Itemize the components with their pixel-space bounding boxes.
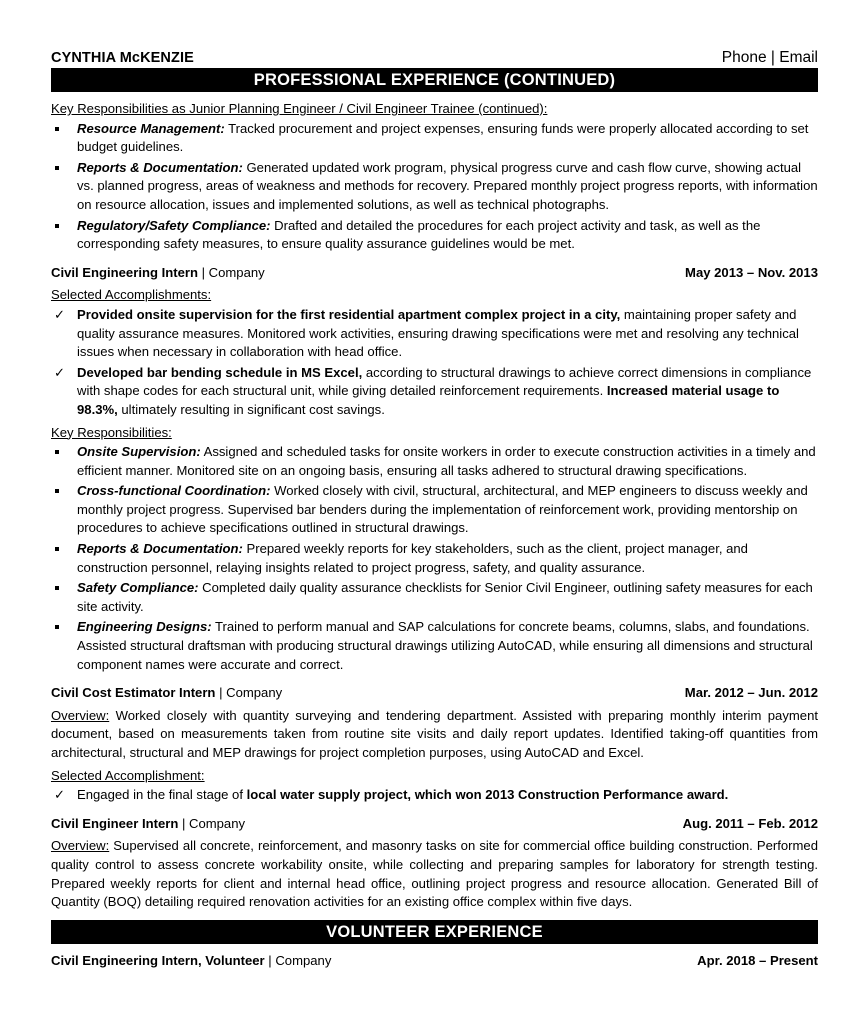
item-text: according to structural drawings to achieve correct dimensions in compliance with shape codes for each structural unit, while giving detailed reinforcement requirements. (77, 364, 812, 399)
job-title: Civil Engineer Intern (51, 815, 179, 831)
accomplishments-list (51, 306, 818, 420)
item-bold: Increased material usage to 98.3%, (77, 383, 780, 417)
bullet-square-icon (55, 127, 59, 131)
resume-header (51, 49, 818, 68)
junior-planning-list (51, 120, 818, 254)
company: | Company (264, 952, 332, 968)
item-text: Drafted and detailed the procedures for each project activity and task, as well as the corresponding safety measures, to ensure quality assurance guidelines would be met. (77, 217, 761, 252)
checkmark-icon: ✓ (54, 787, 65, 803)
item-text: ultimately resulting in significant cost savings. (117, 401, 385, 417)
company: | Company (178, 815, 246, 831)
list-item (51, 540, 818, 577)
item-label: Cross-functional Coordination: (77, 483, 271, 499)
job-title-line (51, 684, 282, 703)
overview-text: Supervised all concrete, reinforcement, and masonry tasks on site for commercial office building construction. Performed quality control to assess concrete workability onsite, while collecting and preparing samples for laboratory for strength testing. Prepared weekly reports for client and internal head office, outlining project progress and resource allocation. Generated Bill of Quantity (BOQ) detailing required renovation activities for an existing office complex within five days. (51, 838, 818, 910)
item-label: Onsite Supervision: (77, 444, 201, 460)
list-item (51, 306, 818, 362)
item-label: Resource Management: (77, 120, 225, 136)
item-text: Prepared weekly reports for key stakeholders, such as the client, project manager, and construction personnel, relaying insights related to project progress, safety, and quality assurance. (77, 541, 748, 575)
job-title-line (51, 952, 331, 971)
responsibilities-heading: Key Responsibilities: (51, 424, 172, 440)
job-header-volunteer (51, 952, 818, 971)
accomplishment-heading: Selected Accomplishment: (51, 767, 205, 783)
job-header-civil-intern (51, 264, 818, 283)
resume-content (51, 49, 818, 970)
bullet-square-icon (55, 489, 59, 493)
job-dates: Aug. 2011 – Feb. 2012 (682, 815, 818, 831)
list-item (51, 618, 818, 674)
accomplishment-list (51, 786, 818, 805)
company: | Company (197, 264, 265, 280)
item-bold: Developed bar bending schedule in MS Excel, (77, 364, 363, 380)
item-bold: Provided onsite supervision for the first residential apartment complex project in a city, (77, 306, 621, 322)
job-title: Civil Engineering Intern (51, 264, 198, 280)
job-dates: Mar. 2012 – Jun. 2012 (684, 685, 818, 701)
section-header-professional: PROFESSIONAL EXPERIENCE (CONTINUED) (51, 68, 818, 92)
job-title-line (51, 815, 245, 834)
item-text: Completed daily quality assurance checklists for Senior Civil Engineer, outlining safety measures for each site activity. (77, 580, 813, 614)
overview-label: Overview: (51, 707, 110, 723)
item-text: Tracked procurement and project expenses, ensuring funds were properly allocated according to set budget guidelines. (77, 120, 809, 155)
item-text: Engaged in the final stage of (77, 787, 247, 803)
responsibilities-list (51, 443, 818, 674)
list-item (51, 159, 818, 215)
item-text: Worked closely with civil, structural, architectural, and MEP engineers to discuss weekly and monthly project progress. Supervised bar benders during the implementation of reinforcement work, providing mentorship on procedures to achieve specifications outlined in structural drawings. (77, 483, 808, 536)
overview-paragraph (51, 837, 818, 911)
job-dates: Apr. 2018 – Present (697, 952, 818, 968)
job-title: Civil Cost Estimator Intern (51, 685, 216, 701)
job-dates: May 2013 – Nov. 2013 (685, 264, 818, 280)
overview-paragraph (51, 707, 818, 763)
accomplishments-heading: Selected Accomplishments: (51, 287, 212, 303)
checkmark-icon: ✓ (54, 364, 65, 380)
item-bold: local water supply project, which won 2013 Construction Performance award. (246, 787, 729, 803)
candidate-name: CYNTHIA McKENZIE (51, 50, 194, 67)
list-item (51, 364, 818, 420)
bullet-square-icon (55, 625, 59, 629)
item-label: Engineering Designs: (77, 619, 212, 635)
bullet-square-icon (55, 224, 59, 228)
list-item (51, 579, 818, 616)
item-label: Safety Compliance: (77, 580, 199, 596)
item-text: Generated updated work program, physical progress curve and cash flow curve, showing actual vs. planned progress, areas of weakness and methods for recovery. Prepared monthly project progress reports, with information on resource allocation, issues and implemented solutions, as well as technical photographs. (77, 159, 818, 212)
bullet-square-icon (55, 450, 59, 454)
contact-info: Phone | Email (721, 49, 818, 67)
job-header-engineer-intern (51, 815, 818, 834)
list-item (51, 120, 818, 157)
item-text: Assigned and scheduled tasks for onsite workers in order to execute construction activities in a timely and efficient manner. Monitored site on an ongoing basis, ensuring all tasks adhered to structural drawing specifications. (77, 444, 816, 478)
overview-text: Worked closely with quantity surveying and tendering department. Assisted with preparing monthly interim payment document, based on measurements taken from routine site visits and daily report updates. Identified taking-off quantities from architectural, structural and MEP drawings for project completion purposes, using AutoCAD and Excel. (51, 707, 818, 760)
item-label: Reports & Documentation: (77, 159, 243, 175)
job-title: Civil Engineering Intern, Volunteer (51, 952, 265, 968)
junior-planning-heading: Key Responsibilities as Junior Planning Engineer / Civil Engineer Trainee (continued): (51, 101, 548, 116)
list-item (51, 443, 818, 480)
overview-label: Overview: (51, 838, 110, 854)
job-title-line (51, 264, 265, 283)
list-item (51, 786, 818, 805)
item-label: Regulatory/Safety Compliance: (77, 217, 271, 233)
list-item (51, 217, 818, 254)
company: | Company (215, 685, 283, 701)
bullet-square-icon (55, 547, 59, 551)
item-label: Reports & Documentation: (77, 541, 243, 557)
section-header-volunteer: VOLUNTEER EXPERIENCE (51, 920, 818, 944)
list-item (51, 482, 818, 538)
checkmark-icon: ✓ (54, 306, 65, 322)
job-header-cost-estimator (51, 684, 818, 703)
bullet-square-icon (55, 586, 59, 590)
bullet-square-icon (55, 166, 59, 170)
item-text: maintaining proper safety and quality assurance measures. Monitored work activities, ensuring drawing specifications were met and resolving any technical issues when necessary in collaboration with head office. (77, 306, 799, 360)
item-text: Trained to perform manual and SAP calculations for concrete beams, columns, slabs, and foundations. Assisted structural draftsman with producing structural drawings utilizing AutoCAD, while ensuring all dimensions and structural component names were accurate and correct. (77, 619, 813, 672)
